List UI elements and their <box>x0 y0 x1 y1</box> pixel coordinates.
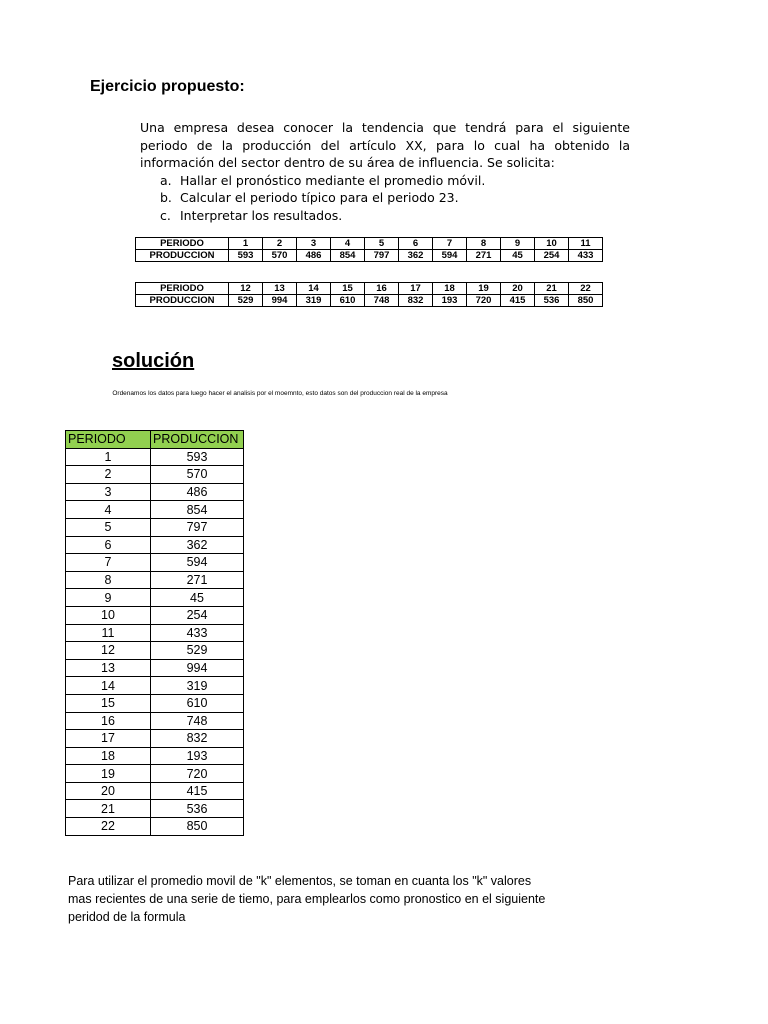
task-letter: b. <box>160 190 172 205</box>
grid-period-cell: 8 <box>467 238 501 250</box>
table-row <box>66 483 244 501</box>
production-cell: 610 <box>151 694 244 712</box>
production-cell: 433 <box>151 624 244 642</box>
table-body <box>66 448 244 835</box>
period-cell: 1 <box>66 448 151 466</box>
grid-production-row <box>136 295 603 307</box>
production-table <box>65 430 244 836</box>
closing-line: mas recientes de una serie de tiemo, para emplearlos como pronostico en el siguiente <box>68 892 546 906</box>
grid-period-cell: 2 <box>263 238 297 250</box>
grid-production-cell: 254 <box>535 250 569 262</box>
exercise-intro: Una empresa desea conocer la tendencia que tendrá para el siguiente periodo de la producción del artículo XX, para lo cual ha obtenido la información del sector dentro de su área de influencia. Se solicita: <box>140 120 630 170</box>
production-grid-2 <box>135 282 603 307</box>
grid-production-cell: 319 <box>297 295 331 307</box>
grid-production-label: PRODUCCION <box>136 295 229 307</box>
period-cell: 17 <box>66 730 151 748</box>
task-item <box>140 207 630 225</box>
period-cell: 7 <box>66 554 151 572</box>
period-cell: 6 <box>66 536 151 554</box>
grid-production-cell: 415 <box>501 295 535 307</box>
period-cell: 22 <box>66 818 151 836</box>
production-cell: 748 <box>151 712 244 730</box>
period-cell: 18 <box>66 747 151 765</box>
table-row <box>66 800 244 818</box>
period-cell: 11 <box>66 624 151 642</box>
column-header-produccion: PRODUCCION <box>151 431 244 449</box>
grid-period-cell: 18 <box>433 283 467 295</box>
task-item <box>140 172 630 190</box>
grid-period-row <box>136 238 603 250</box>
grid-period-label: PERIODO <box>136 283 229 295</box>
production-cell: 415 <box>151 782 244 800</box>
grid-production-cell: 850 <box>569 295 603 307</box>
table-row <box>66 694 244 712</box>
grid-period-cell: 21 <box>535 283 569 295</box>
task-letter: a. <box>160 172 172 188</box>
table-row <box>66 677 244 695</box>
grid-period-cell: 9 <box>501 238 535 250</box>
period-cell: 21 <box>66 800 151 818</box>
production-cell: 994 <box>151 659 244 677</box>
production-grid-1 <box>135 237 603 262</box>
grid-period-cell: 16 <box>365 283 399 295</box>
table-row <box>66 747 244 765</box>
production-cell: 529 <box>151 642 244 660</box>
production-cell: 594 <box>151 554 244 572</box>
table-row <box>66 606 244 624</box>
grid-period-cell: 19 <box>467 283 501 295</box>
grid-production-cell: 433 <box>569 250 603 262</box>
period-cell: 12 <box>66 642 151 660</box>
production-cell: 486 <box>151 483 244 501</box>
grid-production-cell: 854 <box>331 250 365 262</box>
exercise-title: Ejercicio propuesto: <box>90 78 245 95</box>
grid-period-row <box>136 283 603 295</box>
table-row <box>66 642 244 660</box>
table-row <box>66 659 244 677</box>
table-row <box>66 571 244 589</box>
table-row <box>66 466 244 484</box>
grid-period-cell: 3 <box>297 238 331 250</box>
solution-note: Ordenamos los datos para luego hacer el analisis por el moemnto, esto datos son del produccion real de la empresa <box>112 390 448 397</box>
period-cell: 2 <box>66 466 151 484</box>
grid-period-cell: 13 <box>263 283 297 295</box>
grid-production-cell: 994 <box>263 295 297 307</box>
period-cell: 15 <box>66 694 151 712</box>
grid-period-cell: 1 <box>229 238 263 250</box>
grid-production-cell: 797 <box>365 250 399 262</box>
production-cell: 570 <box>151 466 244 484</box>
production-cell: 832 <box>151 730 244 748</box>
closing-line: peridod de la formula <box>68 910 186 924</box>
grid-production-cell: 570 <box>263 250 297 262</box>
grid-period-cell: 7 <box>433 238 467 250</box>
production-cell: 319 <box>151 677 244 695</box>
table-row <box>66 518 244 536</box>
grid-production-cell: 832 <box>399 295 433 307</box>
production-cell: 45 <box>151 589 244 607</box>
table-row <box>66 554 244 572</box>
grid-production-cell: 45 <box>501 250 535 262</box>
production-cell: 193 <box>151 747 244 765</box>
grid-production-cell: 748 <box>365 295 399 307</box>
grid-production-cell: 193 <box>433 295 467 307</box>
task-text: Hallar el pronóstico mediante el promedio móvil. <box>180 172 486 188</box>
table-row <box>66 782 244 800</box>
exercise-statement <box>140 119 630 224</box>
exercise-task-list <box>140 172 630 225</box>
period-cell: 20 <box>66 782 151 800</box>
period-cell: 3 <box>66 483 151 501</box>
period-cell: 9 <box>66 589 151 607</box>
grid-production-cell: 594 <box>433 250 467 262</box>
grid-production-label: PRODUCCION <box>136 250 229 262</box>
production-cell: 593 <box>151 448 244 466</box>
grid-production-cell: 362 <box>399 250 433 262</box>
table-row <box>66 730 244 748</box>
grid-production-cell: 593 <box>229 250 263 262</box>
grid-period-cell: 5 <box>365 238 399 250</box>
period-cell: 19 <box>66 765 151 783</box>
task-text: Interpretar los resultados. <box>180 207 343 223</box>
period-cell: 5 <box>66 518 151 536</box>
period-cell: 16 <box>66 712 151 730</box>
period-cell: 4 <box>66 501 151 519</box>
task-item <box>140 189 630 207</box>
production-cell: 536 <box>151 800 244 818</box>
table-row <box>66 589 244 607</box>
production-cell: 720 <box>151 765 244 783</box>
production-cell: 797 <box>151 518 244 536</box>
grid-production-cell: 529 <box>229 295 263 307</box>
table-row <box>66 624 244 642</box>
grid-period-cell: 17 <box>399 283 433 295</box>
period-cell: 14 <box>66 677 151 695</box>
table-row <box>66 501 244 519</box>
closing-paragraph <box>68 872 588 926</box>
period-cell: 8 <box>66 571 151 589</box>
table-row <box>66 818 244 836</box>
grid-period-cell: 4 <box>331 238 365 250</box>
grid-production-cell: 536 <box>535 295 569 307</box>
grid-period-cell: 20 <box>501 283 535 295</box>
grid-period-cell: 6 <box>399 238 433 250</box>
grid-period-cell: 12 <box>229 283 263 295</box>
table-row <box>66 712 244 730</box>
grid-period-label: PERIODO <box>136 238 229 250</box>
column-header-periodo: PERIODO <box>66 431 151 449</box>
grid-production-cell: 486 <box>297 250 331 262</box>
task-text: Calcular el periodo típico para el periodo 23. <box>180 190 459 205</box>
table-row <box>66 536 244 554</box>
grid-production-cell: 610 <box>331 295 365 307</box>
grid-period-cell: 15 <box>331 283 365 295</box>
grid-production-row <box>136 250 603 262</box>
production-cell: 854 <box>151 501 244 519</box>
grid-production-cell: 271 <box>467 250 501 262</box>
production-cell: 271 <box>151 571 244 589</box>
production-cell: 850 <box>151 818 244 836</box>
table-row <box>66 765 244 783</box>
task-letter: c. <box>160 207 171 223</box>
period-cell: 10 <box>66 606 151 624</box>
period-cell: 13 <box>66 659 151 677</box>
grid-production-cell: 720 <box>467 295 501 307</box>
solution-title: solución <box>112 350 195 372</box>
table-header-row <box>66 431 244 449</box>
grid-period-cell: 22 <box>569 283 603 295</box>
table-row <box>66 448 244 466</box>
grid-period-cell: 11 <box>569 238 603 250</box>
grid-period-cell: 10 <box>535 238 569 250</box>
closing-line: Para utilizar el promedio movil de "k" elementos, se toman en cuanta los "k" valores <box>68 874 532 888</box>
grid-period-cell: 14 <box>297 283 331 295</box>
production-cell: 254 <box>151 606 244 624</box>
production-cell: 362 <box>151 536 244 554</box>
